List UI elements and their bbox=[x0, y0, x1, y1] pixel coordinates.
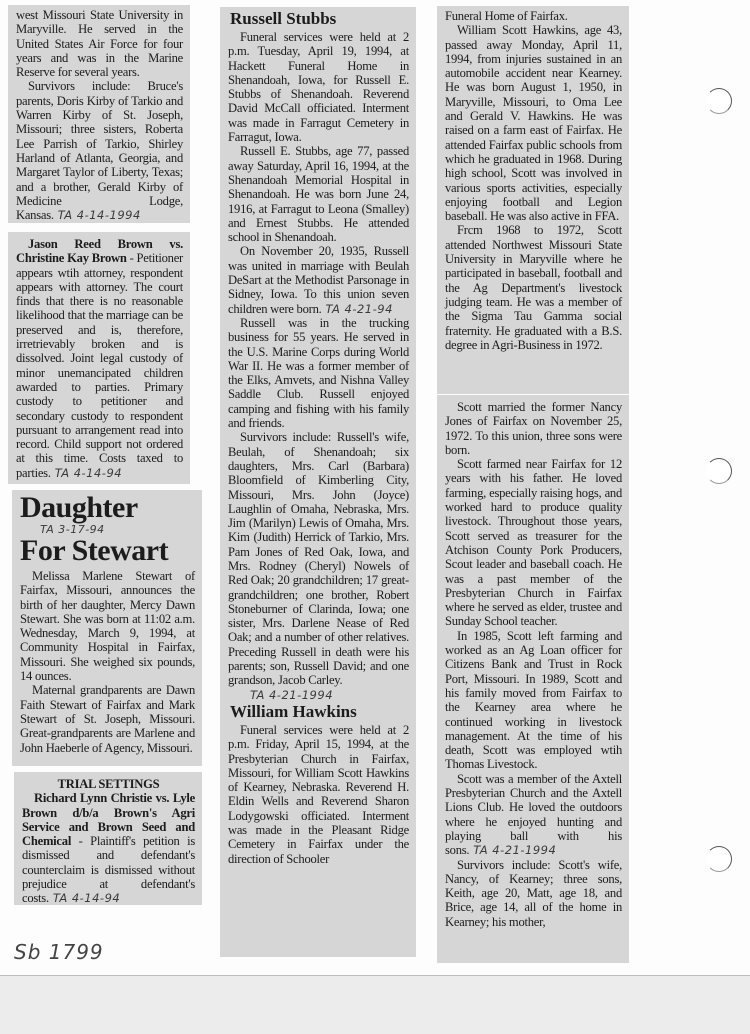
paragraph-text: Survivors include: Bruce's parents, Doris Kirby of Tarkio and Warren Kirby of St. Joseph, Missouri; three sisters, Roberta Lee Parrish of Tarkio, Shirley Harland of Atlanta, Georgia, and Margaret Taylor of Liberty, Texas; and a brother, Gerald Kirby of Medicine Lodge, Kansas. bbox=[16, 79, 183, 223]
paragraph: Survivors include: Russell's wife, Beulah, of Shenandoah; six daughters, Mrs. Carl (Barbara) Bloomfield of Kimberling City, Missouri, Mrs. John (Joyce) Laughlin of Omaha, Nebraska, Mrs. Jim (Marilyn) Lewis of Omaha, Mrs. Kim (Judith) Herrick of Tarkio, Mrs. Pam Jones of Red Oak, Iowa, and Mrs. Rodney (Cheryl) Nowels of Red Oak; 20 grandchildren; 17 great-grandchildren; one brother, Robert Stoneburner of Clarinda, Iowa; one sister, Mrs. Darlene Nease of Red Oak; and a number of other relatives. Preceding Russell in death were his parents; son, Russell David; and one grandson, Jacob Carley. bbox=[228, 430, 409, 688]
paragraph-text: On November 20, 1935, Russell was united in marriage with Beulah DeSart at the Methodist Parsonage in Sidney, Iowa. To this union seven children were born. bbox=[228, 244, 409, 316]
case-text: - Petitioner appears wtih attorney, respondent appears with attorney. The court finds that there is no reasonable likelihood that the marriage can be preserved and is, therefore, irretrievably broken and is dissolved. Joint legal custody of minor unemancipated children awarded to parties. Primary custody to petitioner and secondary custody to respondent pursuant to arrangement read into record. Child support not ordered at this time. Costs taxed to parties. bbox=[16, 251, 183, 480]
clipping-brown-divorce bbox=[8, 232, 190, 484]
handwritten-date: TA 3-17-94 bbox=[40, 523, 105, 536]
headline-line-1: Daughter bbox=[20, 491, 138, 524]
paragraph bbox=[22, 791, 195, 905]
paragraph: Frcm 1968 to 1972, Scott attended Northwest Missouri State University in Maryville where he participated in baseball, football and the Ag Department's livestock judging team. He was a member of the Sigma Tau Gamma social fraternity. He graduated with a B.S. degree in Agri-Business in 1972. bbox=[445, 223, 622, 352]
punch-hole bbox=[706, 88, 732, 114]
paragraph: Russell was in the trucking business for 55 years. He served in the U.S. Marine Corps during World War II. He was a former member of the Elks, Amvets, and Nishna Valley Saddle Club. Russell enjoyed camping and fishing with his family and friends. bbox=[228, 315, 409, 431]
paragraph: Survivors include: Scott's wife, Nancy, of Kearney; three sons, Keith, age 20, Matt, age 18, and Brice, age 14, all of the home in Kearney; his mother, bbox=[445, 857, 622, 929]
obituary-heading: William Hawkins bbox=[230, 701, 357, 721]
paragraph: Maternal grandparents are Dawn Faith Stewart of Fairfax and Mark Stewart of St. Joseph, Missouri. Great-grandparents are Marlene and John Haeberle of Agency, Missouri. bbox=[20, 683, 195, 755]
obituary-heading: Russell Stubbs bbox=[230, 9, 337, 28]
clipping-birth-announcement bbox=[12, 490, 202, 766]
handwritten-page-mark: Sb 1799 bbox=[14, 940, 104, 964]
paragraph: Funeral Home of Fairfax. bbox=[445, 9, 568, 23]
paragraph bbox=[445, 772, 622, 858]
headline-line-2: For Stewart bbox=[20, 534, 169, 567]
paragraph-text: Scott was a member of the Axtell Presbyterian Church and the Axtell Lions Club. He loved the outdoors where he enjoyed hunting and playing ball with his sons. bbox=[445, 771, 622, 858]
paragraph bbox=[16, 237, 183, 480]
section-heading: TRIAL SETTINGS bbox=[57, 777, 160, 791]
scanner-edge bbox=[0, 975, 750, 1034]
paragraph: west Missouri State University in Maryville. He served in the United States Air Force for four years and was in the Marine Reserve for several years. bbox=[16, 8, 183, 80]
clipping-kirby-obituary bbox=[8, 5, 190, 223]
handwritten-date: TA 4-21-1994 bbox=[250, 687, 334, 702]
paragraph: Scott farmed near Fairfax for 12 years with his father. He loved farming, especially raising hogs, and worked hard to produce quality livestock. Throughout those years, Scott served as treasurer for the Atchison County Pork Producers, Scout leader and baseball coach. He was a past member of the Presbyterian Church in Fairfax where he served as elder, trustee and Sunday School teacher. bbox=[445, 457, 622, 629]
punch-hole bbox=[706, 458, 732, 484]
paragraph: William Scott Hawkins, age 43, passed away Monday, April 11, 1994, from injuries sustained in an automobile accident near Kearney. He was born August 1, 1950, in Maryville, Missouri, to Oma Lee and Gerald V. Hawkins. He was raised on a farm east of Fairfax. He attended Fairfax public schools from which he graduated in 1968. During high school, Scott was involved in various sports activities, especially enjoying football and Legion baseball. He was also active in FFA. bbox=[445, 23, 622, 224]
paragraph: Funeral services were held at 2 p.m. Tuesday, April 19, 1994, at Hackett Funeral Home in Shenandoah, Iowa, for Russell E. Stubbs of Shenandoah. Reverend David McCall officiated. Interment was made in Farragut Cemetery in Farragut, Iowa. bbox=[228, 30, 409, 145]
paragraph: Funeral services were held at 2 p.m. Friday, April 15, 1994, at the Presbyterian Church in Fairfax, Missouri, for William Scott Hawkins of Kearney, Nebraska. Reverend H. Eldin Wells and Reverend Sharon Lodygowski officiated. Interment was made in the Pleasant Ridge Cemetery in Fairfax under the direction of Schooler bbox=[228, 722, 409, 866]
clipping-trial-settings bbox=[14, 772, 202, 905]
handwritten-date: TA 4-21-1994 bbox=[473, 843, 557, 858]
handwritten-date: TA 4-14-94 bbox=[52, 891, 121, 905]
clipping-stubbs-hawkins-obituaries bbox=[220, 7, 416, 957]
case-text: - Plaintiff's petition is dismissed and defendant's counterclaim is dismissed without prejudice at defendant's costs. bbox=[22, 834, 195, 905]
case-parties: Richard Lynn Christie vs. Lyle Brown d/b/a Brown's Agri Service and Brown Seed and Chemical bbox=[22, 791, 195, 849]
punch-hole bbox=[706, 846, 732, 872]
paragraph: In 1985, Scott left farming and worked as an Ag Loan officer for Citizens Bank and Trust in Rock Port, Missouri. In 1989, Scott and his family moved from Fairfax to the Kearney area where he continued working in livestock management. At the time of his death, Scott was employed wtih Thomas Livestock. bbox=[445, 628, 622, 772]
paragraph: Melissa Marlene Stewart of Fairfax, Missouri, announces the birth of her daughter, Mercy Dawn Stewart. She was born at 11:02 a.m. Wednesday, March 9, 1994, at Community Hospital in Fairfax, Missouri. She weighed six pounds, 14 ounces. bbox=[20, 569, 195, 684]
clipping-hawkins-continued-bottom bbox=[437, 395, 629, 963]
case-parties: Jason Reed Brown vs. Christine Kay Brown bbox=[16, 237, 183, 266]
paragraph: Russell E. Stubbs, age 77, passed away Saturday, April 16, 1994, at the Shenandoah Memorial Hospital in Shenandoah. He was born June 24, 1916, at Farragut to Leona (Smalley) and Ernest Stubbs. He attended school in Shenandoah. bbox=[228, 144, 409, 245]
handwritten-date: TA 4-21-94 bbox=[325, 301, 393, 316]
paragraph: Scott married the former Nancy Jones of Fairfax on November 25, 1972. To this union, three sons were born. bbox=[445, 400, 622, 457]
handwritten-date: TA 4-14-94 bbox=[54, 465, 123, 480]
paragraph bbox=[16, 79, 183, 222]
handwritten-date: TA 4-14-1994 bbox=[57, 208, 141, 223]
paragraph bbox=[228, 244, 409, 315]
clipping-hawkins-continued-top bbox=[437, 6, 629, 394]
